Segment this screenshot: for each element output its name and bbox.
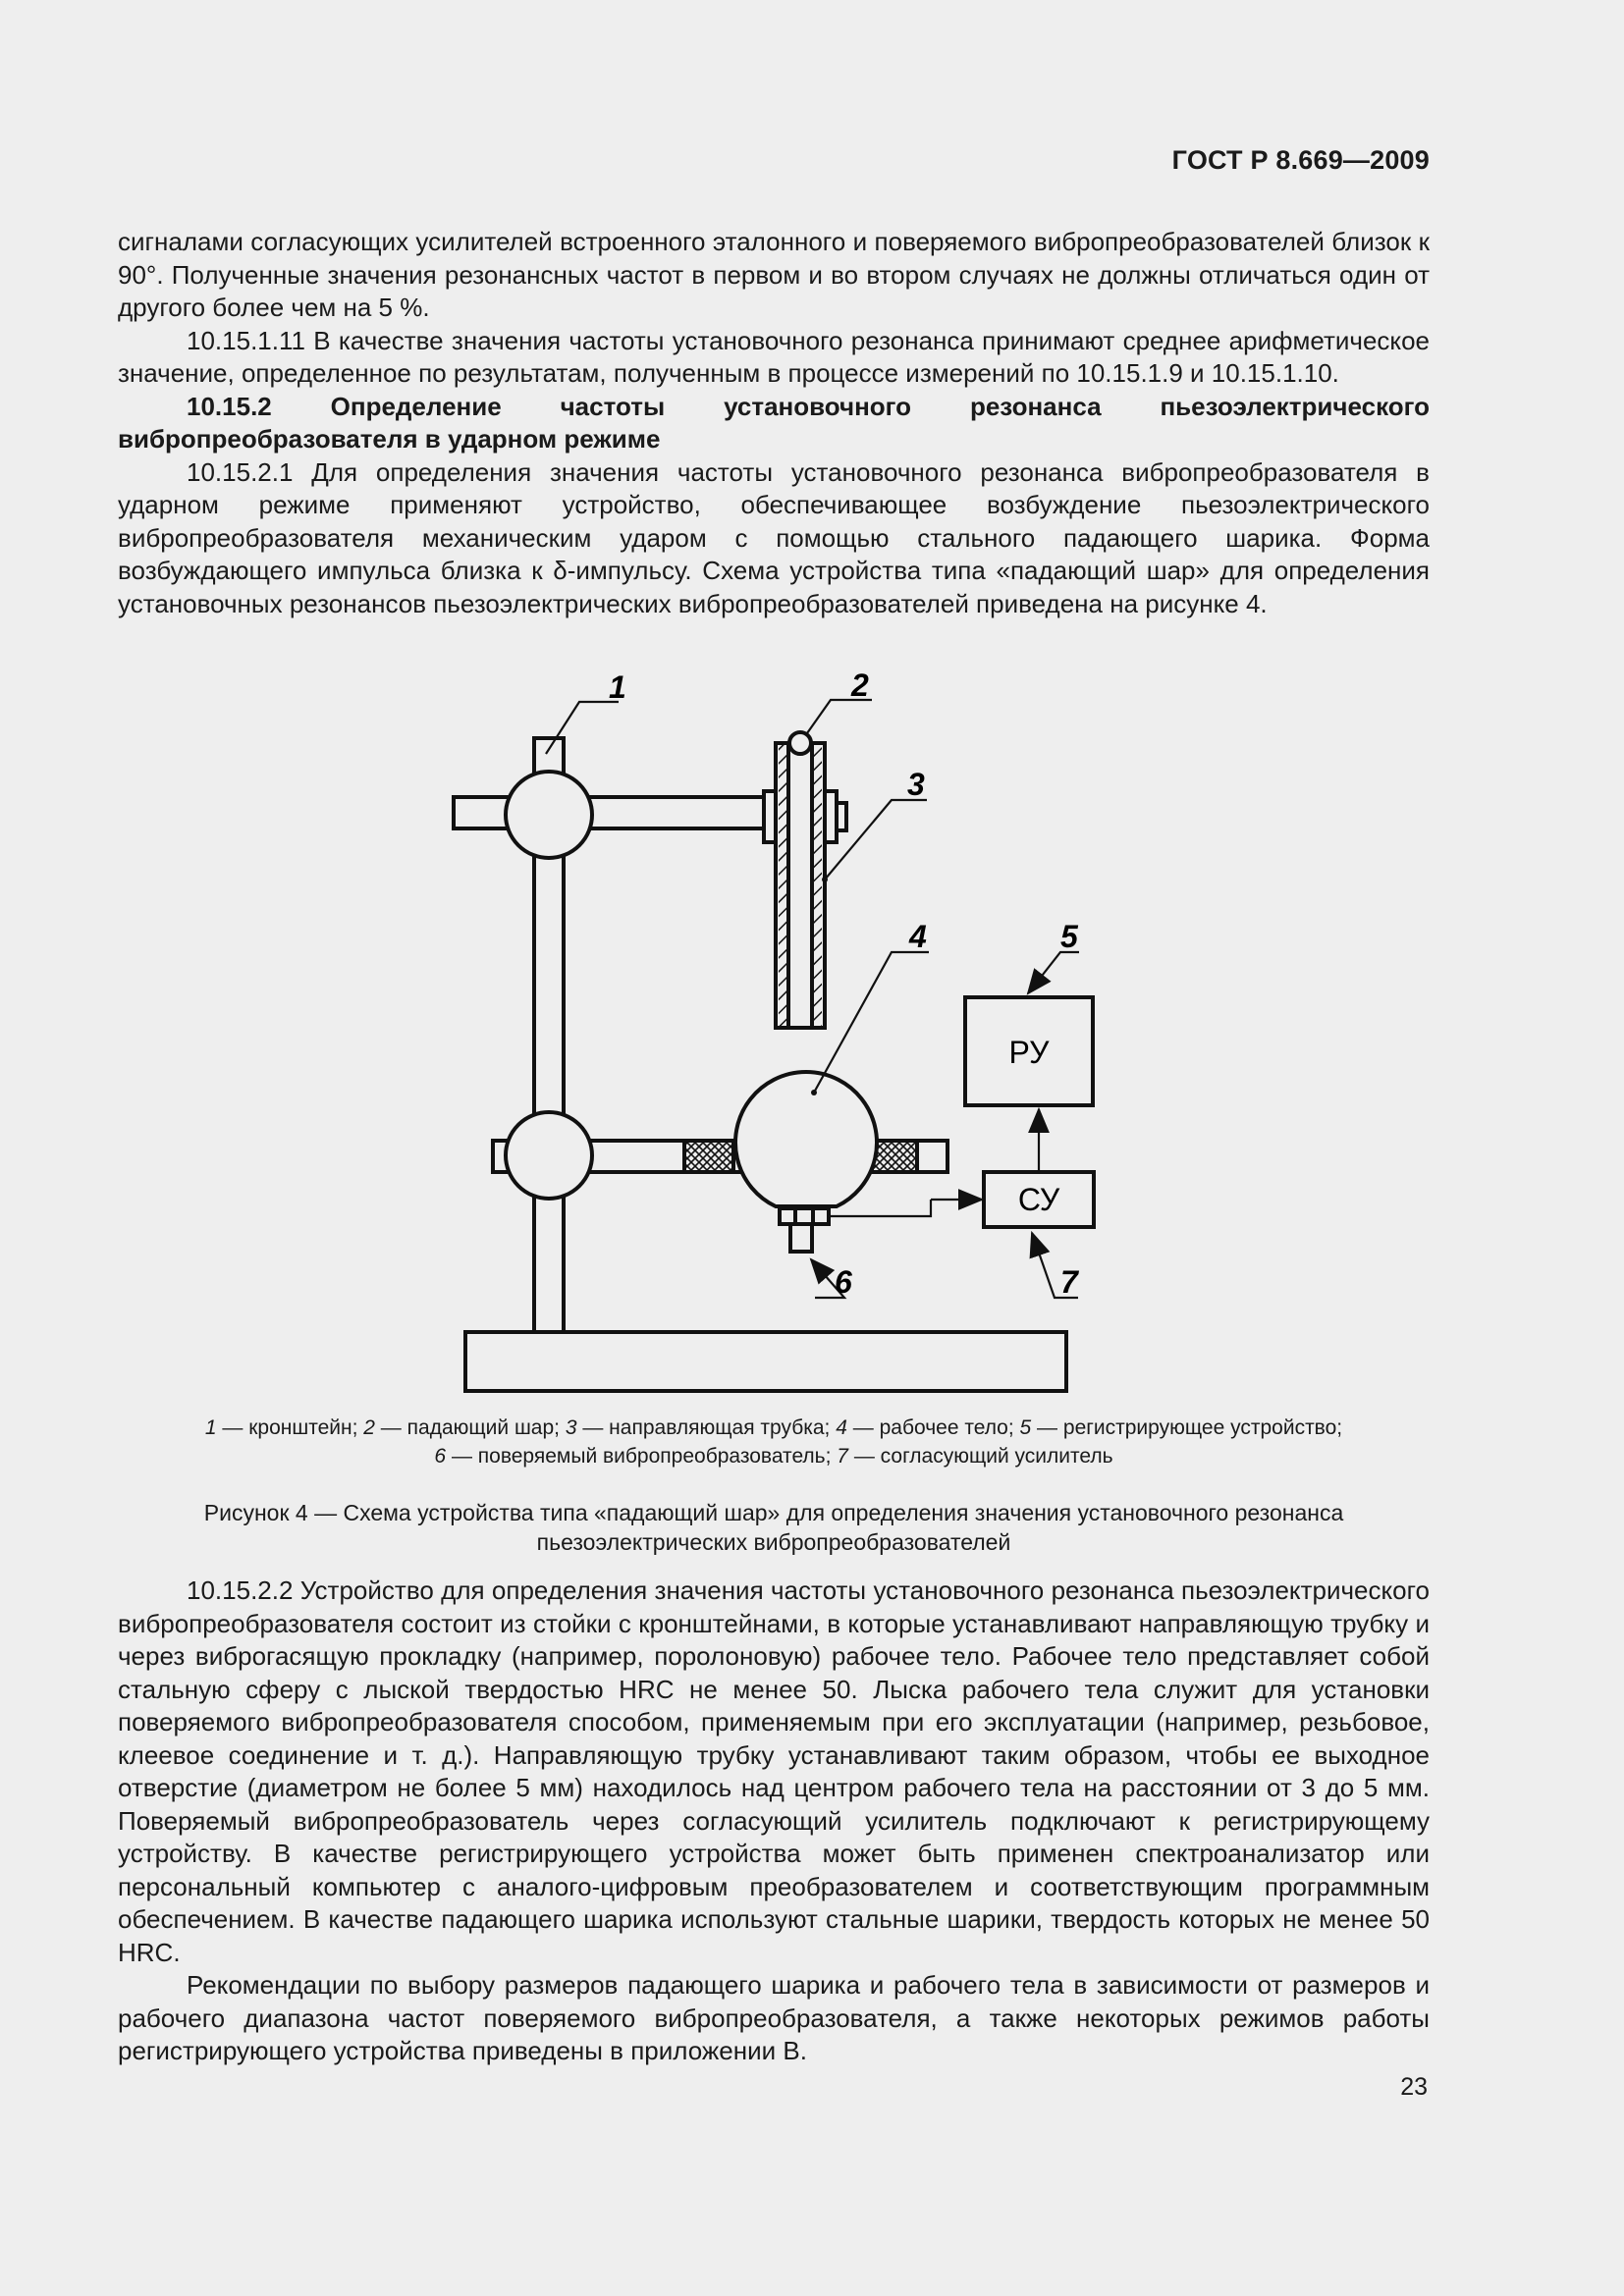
label-5: 5 (1060, 919, 1078, 954)
falling-ball (789, 732, 811, 754)
paragraph: Рекомендации по выбору размеров падающего шарика и рабочего тела в зависимости от размеров и рабочего диапазона частот поверяемого вибропреобразователя, а также некоторых режимов работы регистрирующего устройства приведены в приложении В. (118, 1970, 1430, 2065)
damping-pad-left (684, 1141, 733, 1172)
label-6: 6 (835, 1264, 852, 1300)
label-3: 3 (907, 767, 925, 802)
legend-line-1: 1 — кронштейн; 2 — падающий шар; 3 — направляющая трубка; 4 — рабочее тело; 5 — регистрирующее устройство; (204, 1416, 1343, 1439)
box-ru-label: РУ (1008, 1035, 1050, 1070)
text-block-bottom (118, 1575, 1430, 2068)
base-plate (465, 1332, 1066, 1391)
figure-legend (118, 1414, 1430, 1470)
document-header: ГОСТ Р 8.669—2009 (1171, 145, 1430, 175)
text-block-top (118, 226, 1430, 620)
paragraph: 10.15.2.2 Устройство для определения значения частоты установочного резонанса пьезоэлектрического вибропреобразователя состоит из стойки с кронштейнами, в которые устанавливают направляющую трубку и через виброгасящую прокладку (например, поролоновую) рабочее тело. Рабочее тело представляет собой стальную сферу с лыской твердостью HRC не менее 50. Лыска рабочего тела служит для установки поверяемого вибропреобразователя способом, применяемым при его эксплуатации (например, резьбовое, клеевое соединение и т. д.). Направляющую трубку устанавливают таким образом, чтобы ее выходное отверстие (диаметром не более 5 мм) находилось над центром рабочего тела на расстоянии от 3 до 5 мм. Поверяемый вибропреобразователь через согласующий усилитель подключают к регистрирующему устройству. В качестве регистрирующего устройства может быть применен спектроанализатор или персональный компьютер с аналого-цифровым преобразователем и соответствующим программным обеспечением. В качестве падающего шарика используют стальные шарики, твердость которых не менее 50 HRC. (118, 1575, 1430, 1967)
box-su-label: СУ (1017, 1182, 1060, 1217)
figure-4-diagram (442, 667, 1129, 1394)
label-7: 7 (1060, 1264, 1078, 1300)
page-number: 23 (1400, 2073, 1428, 2101)
upper-arm (454, 797, 768, 828)
lower-clamp (506, 1112, 592, 1199)
label-2: 2 (851, 667, 869, 703)
transducer (780, 1208, 829, 1224)
section-heading: 10.15.2 Определение частоты установочного резонанса пьезоэлектрического вибропреобразователя в ударном режиме (118, 391, 1430, 454)
figure-caption: Рисунок 4 — Схема устройства типа «падающий шар» для определения значения установочного резонанса пьезоэлектрических вибропреобразователей (203, 1500, 1344, 1555)
paragraph: сигналами согласующих усилителей встроенного эталонного и поверяемого вибропреобразователей близок к 90°. Полученные значения резонансных частот в первом и во втором случаях не должны отличаться один от другого более чем на 5 %. (118, 227, 1430, 322)
working-body (735, 1072, 877, 1206)
label-4: 4 (909, 919, 927, 954)
legend-line-2: 6 — поверяемый вибропреобразователь; 7 — согласующий усилитель (434, 1445, 1113, 1468)
paragraph: 10.15.2.1 Для определения значения частоты установочного резонанса вибропреобразователя в ударном режиме применяют устройство, обеспечивающее возбуждение пьезоэлектрического вибропреобразователя механическим ударом с помощью стального падающего шарика. Форма возбуждающего импульса близка к δ-импульсу. Схема устройства типа «падающий шар» для определения установочных резонансов пьезоэлектрических вибропреобразователей приведена на рисунке 4. (118, 456, 1430, 618)
paragraph: 10.15.1.11 В качестве значения частоты установочного резонанса принимают среднее арифметическое значение, определенное по результатам, полученным в процессе измерений по 10.15.1.9 и 10.15.1.10. (118, 325, 1430, 388)
label-1: 1 (609, 669, 626, 705)
upper-clamp (506, 772, 592, 858)
